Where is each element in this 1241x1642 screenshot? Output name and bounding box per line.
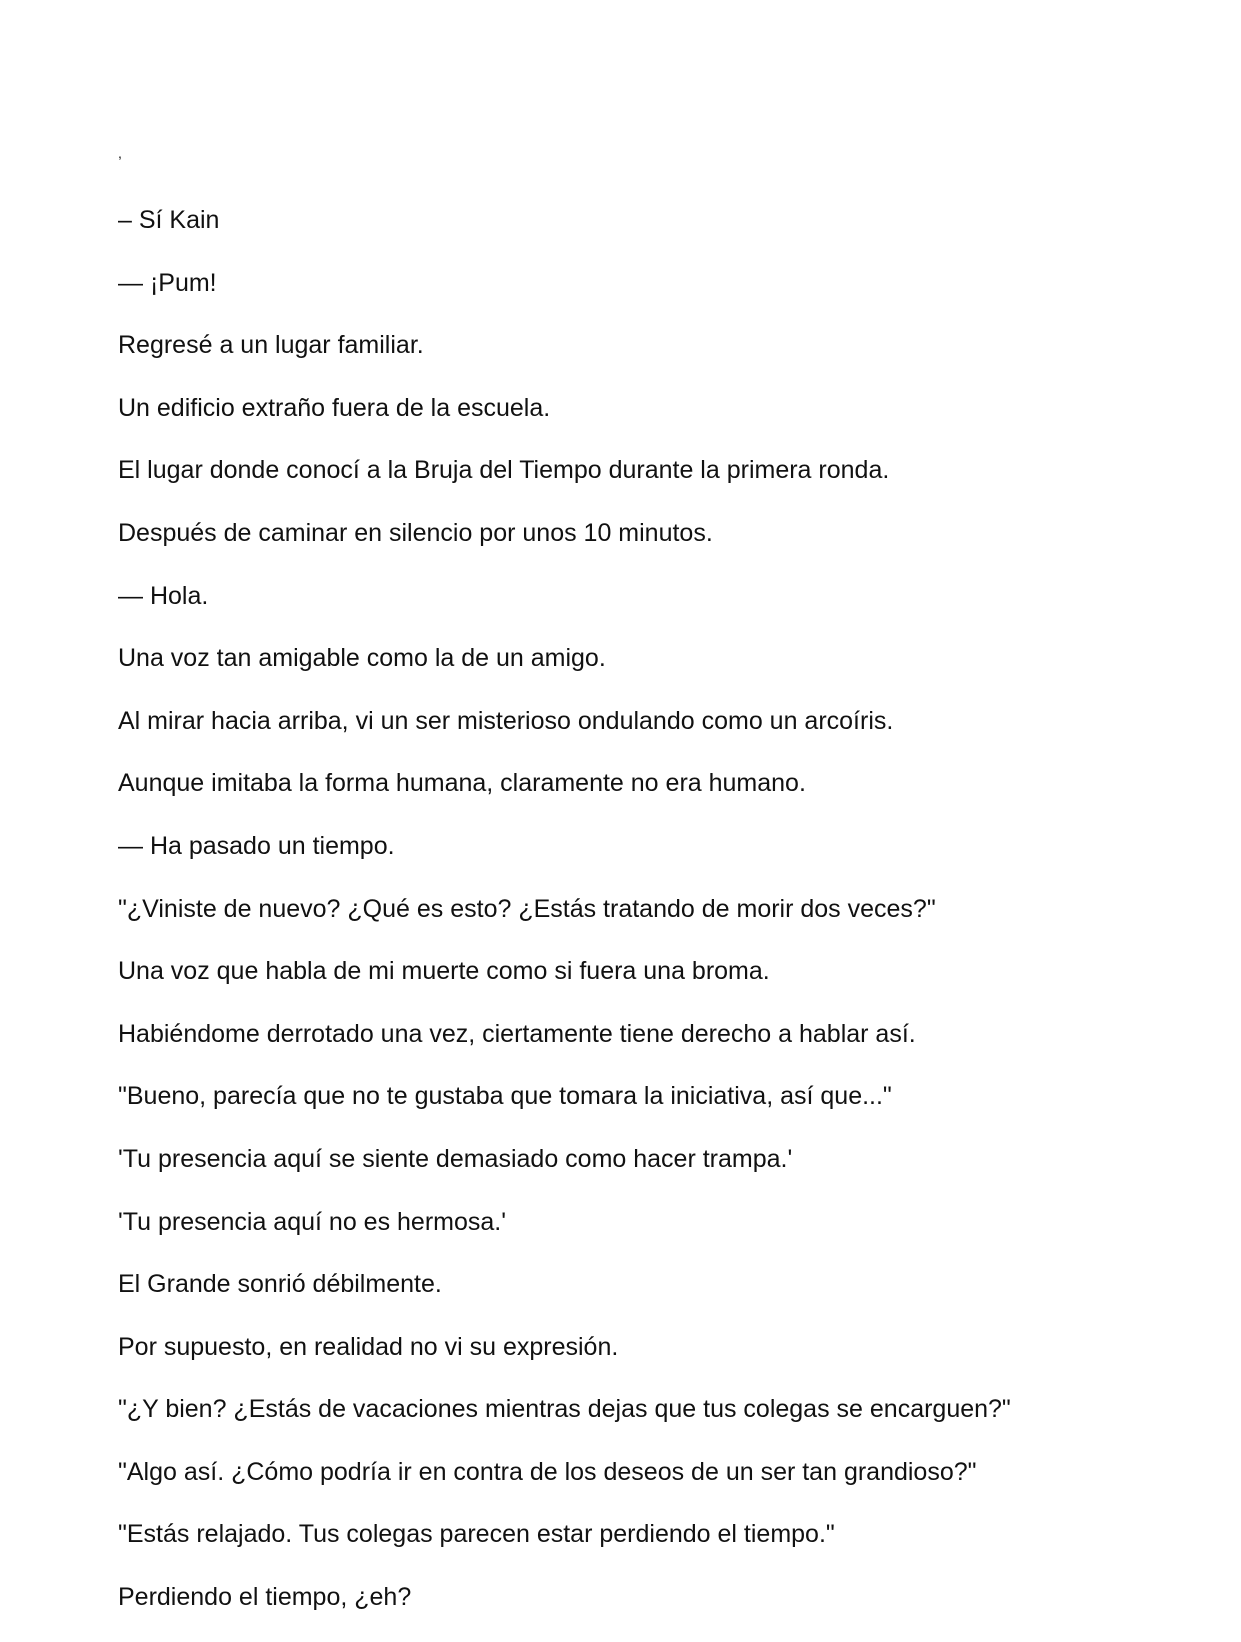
text-body <box>118 202 1198 1642</box>
text-line: "Estás relajado. Tus colegas parecen estar perdiendo el tiempo." <box>118 1520 835 1549</box>
text-line: Al mirar hacia arriba, vi un ser misterioso ondulando como un arcoíris. <box>118 706 894 735</box>
text-line: – Sí Kain <box>118 206 220 234</box>
text-line: "Algo así. ¿Cómo podría ir en contra de los deseos de un ser tan grandioso?" <box>118 1457 977 1486</box>
text-line: — Ha pasado un tiempo. <box>118 831 395 860</box>
text-line: Habiéndome derrotado una vez, ciertamente tiene derecho a hablar así. <box>118 1019 916 1048</box>
text-line: Un edificio extraño fuera de la escuela. <box>118 393 551 422</box>
text-line: Una voz tan amigable como la de un amigo. <box>118 644 606 673</box>
text-line: "¿Viniste de nuevo? ¿Qué es esto? ¿Estás tratando de morir dos veces?" <box>118 894 936 923</box>
text-line: "Bueno, parecía que no te gustaba que tomara la iniciativa, así que..." <box>118 1082 892 1111</box>
text-line: 'Tu presencia aquí se siente demasiado como hacer trampa.' <box>118 1144 793 1173</box>
text-line: El lugar donde conocí a la Bruja del Tiempo durante la primera ronda. <box>118 456 890 485</box>
text-line: — Hola. <box>118 581 209 610</box>
text-line: — ¡Pum! <box>118 268 217 297</box>
text-line: Después de caminar en silencio por unos 10 minutos. <box>118 518 713 547</box>
text-line: Una voz que habla de mi muerte como si fuera una broma. <box>118 957 770 986</box>
text-line: Perdiendo el tiempo, ¿eh? <box>118 1583 412 1612</box>
text-line: Regresé a un lugar familiar. <box>118 331 424 360</box>
text-line: 'Tu presencia aquí no es hermosa.' <box>118 1207 507 1236</box>
stray-mark: , <box>118 145 122 161</box>
text-line: El Grande sonrió débilmente. <box>118 1270 442 1299</box>
text-line: Por supuesto, en realidad no vi su expresión. <box>118 1332 619 1361</box>
text-line: "¿Y bien? ¿Estás de vacaciones mientras dejas que tus colegas se encarguen?" <box>118 1395 1011 1424</box>
text-line: Aunque imitaba la forma humana, claramente no era humano. <box>118 769 806 798</box>
